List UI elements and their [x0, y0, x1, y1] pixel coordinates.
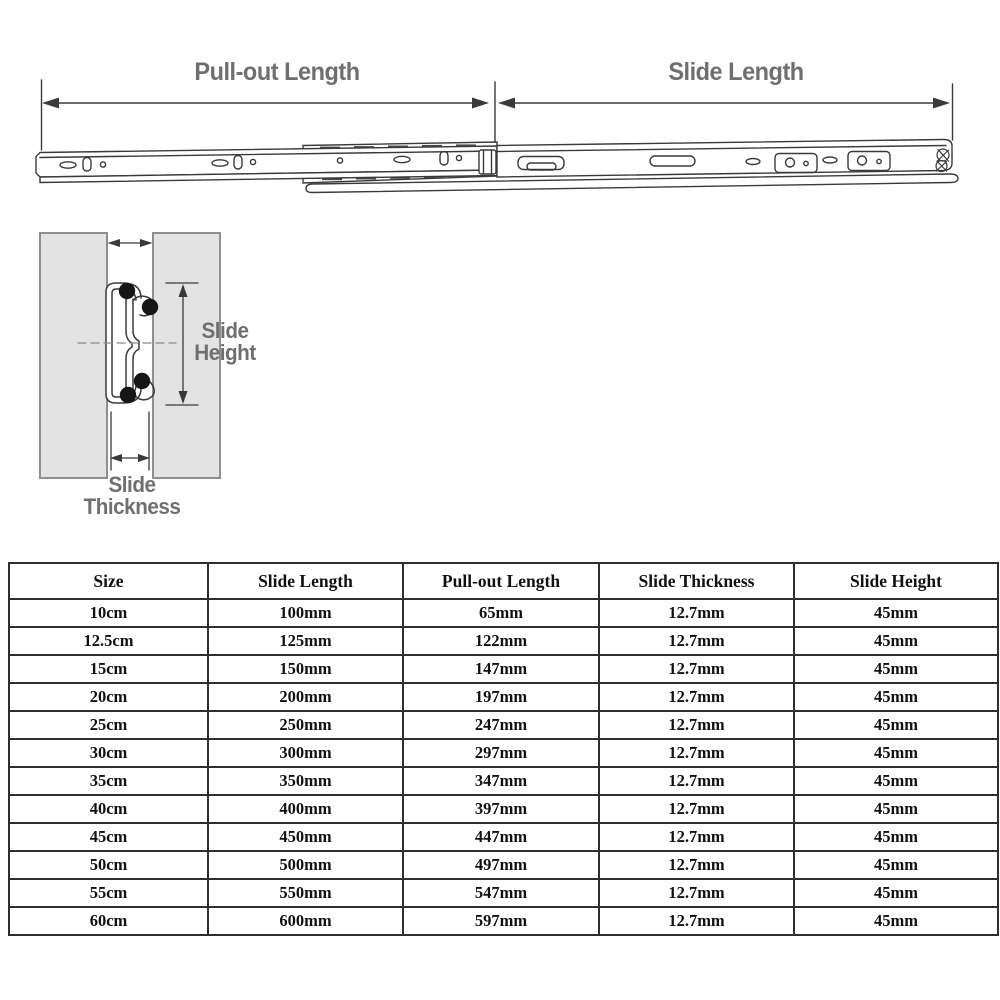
- slide-thickness-label: [58, 474, 207, 518]
- table-row: [9, 907, 998, 935]
- table-header-row: [9, 563, 998, 599]
- table-cell: 250mm: [208, 711, 403, 739]
- table-cell: 12.7mm: [599, 795, 794, 823]
- slide-length-label: Slide Length: [668, 58, 804, 86]
- table-cell: 350mm: [208, 767, 403, 795]
- table-cell: 45mm: [794, 907, 998, 935]
- table-cell: 200mm: [208, 683, 403, 711]
- table-row: [9, 795, 998, 823]
- table-cell: 12.7mm: [599, 767, 794, 795]
- pullout-dimension-arrow: [42, 98, 489, 109]
- ball-bearing: [142, 299, 158, 315]
- table-cell: 50cm: [9, 851, 208, 879]
- table-cell: 15cm: [9, 655, 208, 683]
- table-row: [9, 627, 998, 655]
- table-row: [9, 851, 998, 879]
- table-cell: 65mm: [403, 599, 599, 627]
- table-row: [9, 739, 998, 767]
- slide-thickness-dimension-arrow: [110, 412, 150, 470]
- table-cell: 45mm: [794, 795, 998, 823]
- table-cell: 12.7mm: [599, 683, 794, 711]
- table-header-cell: Slide Thickness: [599, 563, 794, 599]
- left-panel: [40, 233, 107, 478]
- table-header-cell: Size: [9, 563, 208, 599]
- table-row: [9, 823, 998, 851]
- table-cell: 297mm: [403, 739, 599, 767]
- table-cell: 397mm: [403, 795, 599, 823]
- table-row: [9, 683, 998, 711]
- table-cell: 45mm: [794, 767, 998, 795]
- table-cell: 45cm: [9, 823, 208, 851]
- table-row: [9, 879, 998, 907]
- table-row: [9, 711, 998, 739]
- table-cell: 20cm: [9, 683, 208, 711]
- spec-table: [8, 562, 999, 936]
- table-cell: 125mm: [208, 627, 403, 655]
- table-cell: 45mm: [794, 823, 998, 851]
- table-cell: 447mm: [403, 823, 599, 851]
- table-cell: 12.7mm: [599, 655, 794, 683]
- table-cell: 55cm: [9, 879, 208, 907]
- table-cell: 45mm: [794, 851, 998, 879]
- slide-height-label: [188, 320, 261, 364]
- slide-thickness-label-line1: Slide: [108, 472, 156, 497]
- table-row: [9, 655, 998, 683]
- table-cell: 35cm: [9, 767, 208, 795]
- table-cell: 45mm: [794, 655, 998, 683]
- table-cell: 450mm: [208, 823, 403, 851]
- table-cell: 100mm: [208, 599, 403, 627]
- table-header-cell: Pull-out Length: [403, 563, 599, 599]
- table-cell: 12.7mm: [599, 739, 794, 767]
- table-cell: 12.7mm: [599, 823, 794, 851]
- ball-bearing: [134, 373, 150, 389]
- table-cell: 30cm: [9, 739, 208, 767]
- table-cell: 600mm: [208, 907, 403, 935]
- gap-dimension-arrow: [108, 239, 153, 247]
- table-row: [9, 599, 998, 627]
- table-cell: 500mm: [208, 851, 403, 879]
- table-cell: 497mm: [403, 851, 599, 879]
- table-cell: 10cm: [9, 599, 208, 627]
- table-cell: 12.7mm: [599, 907, 794, 935]
- table-cell: 25cm: [9, 711, 208, 739]
- table-row: [9, 767, 998, 795]
- table-cell: 197mm: [403, 683, 599, 711]
- table-cell: 400mm: [208, 795, 403, 823]
- table-cell: 12.7mm: [599, 599, 794, 627]
- table-cell: 12.7mm: [599, 851, 794, 879]
- table-cell: 150mm: [208, 655, 403, 683]
- table-cell: 45mm: [794, 599, 998, 627]
- table-cell: 45mm: [794, 879, 998, 907]
- ball-bearing: [119, 283, 135, 299]
- table-cell: 597mm: [403, 907, 599, 935]
- pullout-length-label: Pull-out Length: [194, 58, 360, 86]
- table-cell: 45mm: [794, 711, 998, 739]
- slide-length-dimension-arrow: [498, 98, 950, 109]
- table-cell: 247mm: [403, 711, 599, 739]
- table-cell: 147mm: [403, 655, 599, 683]
- table-header-cell: Slide Height: [794, 563, 998, 599]
- table-cell: 40cm: [9, 795, 208, 823]
- extended-slide-side-view: [36, 140, 958, 193]
- table-cell: 12.5cm: [9, 627, 208, 655]
- table-cell: 12.7mm: [599, 627, 794, 655]
- table-cell: 550mm: [208, 879, 403, 907]
- table-cell: 45mm: [794, 627, 998, 655]
- table-cell: 300mm: [208, 739, 403, 767]
- table-cell: 12.7mm: [599, 879, 794, 907]
- slide-height-label-line2: Height: [194, 340, 256, 365]
- table-cell: 347mm: [403, 767, 599, 795]
- table-cell: 45mm: [794, 739, 998, 767]
- table-cell: 122mm: [403, 627, 599, 655]
- ball-bearing: [120, 387, 136, 403]
- table-cell: 60cm: [9, 907, 208, 935]
- slide-height-label-line1: Slide: [201, 318, 249, 343]
- table-cell: 547mm: [403, 879, 599, 907]
- table-cell: 12.7mm: [599, 711, 794, 739]
- table-cell: 45mm: [794, 683, 998, 711]
- table-header-cell: Slide Length: [208, 563, 403, 599]
- slide-thickness-label-line2: Thickness: [83, 494, 181, 519]
